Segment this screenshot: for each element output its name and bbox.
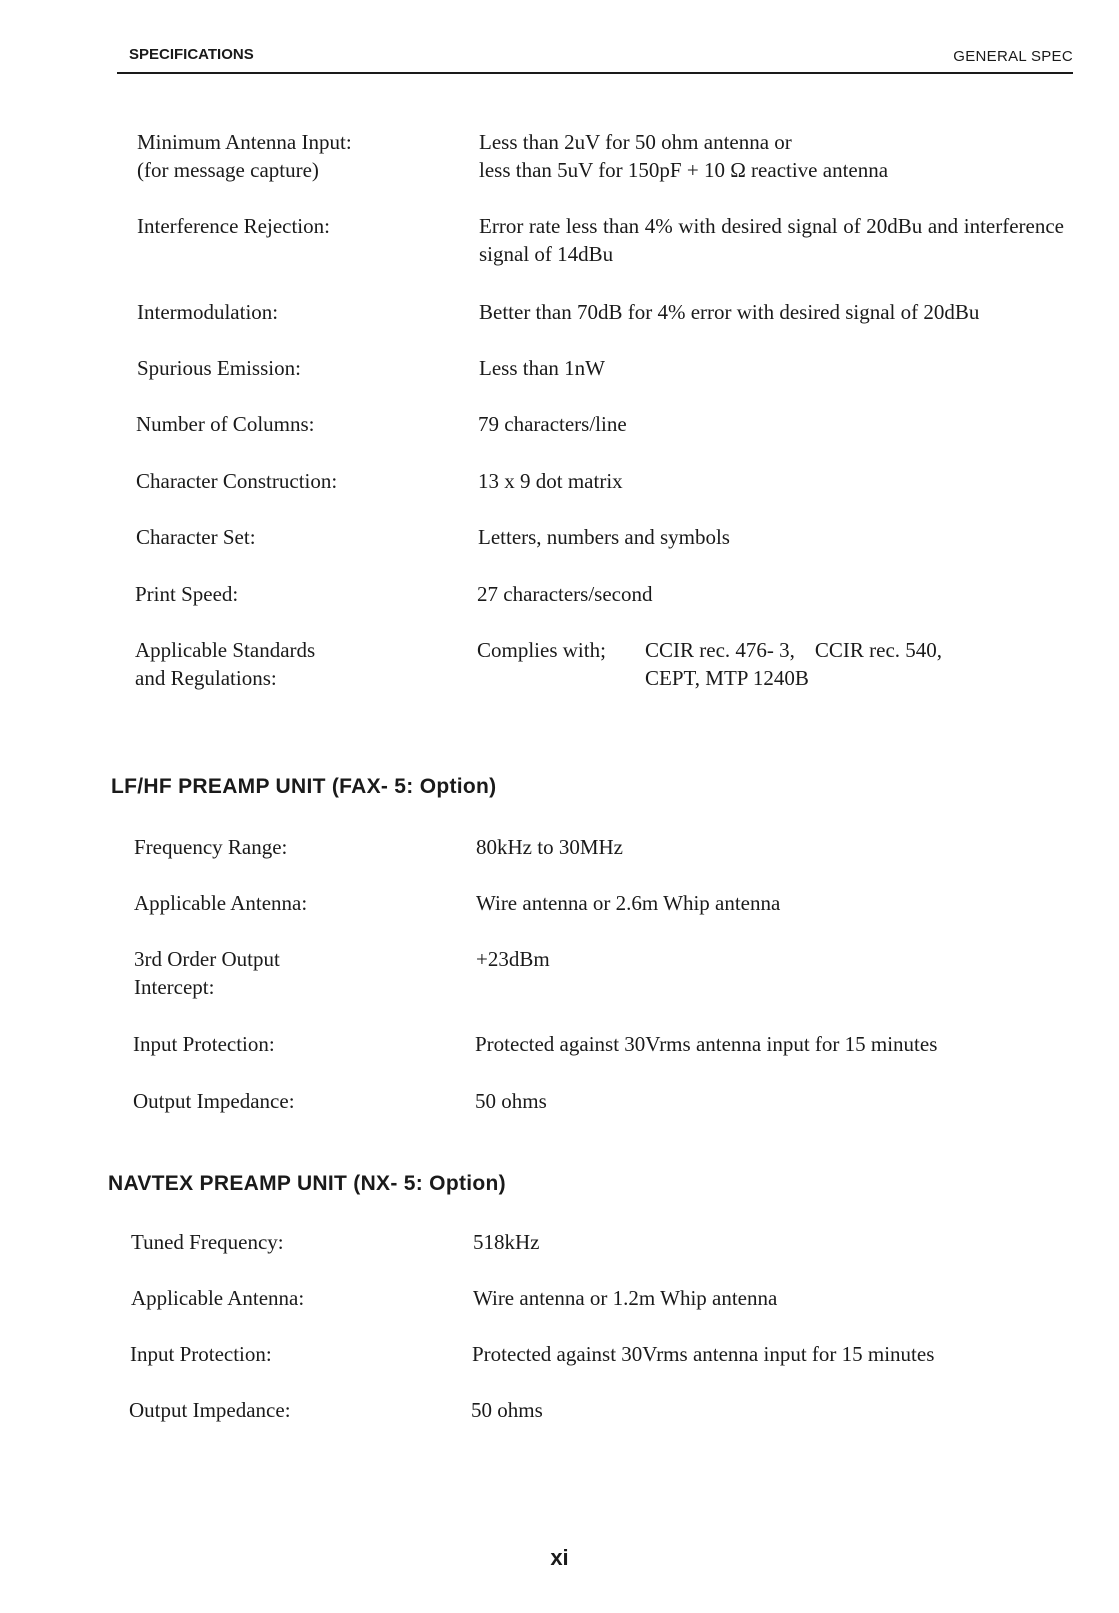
spec-value: Less than 1nW <box>479 356 605 380</box>
spec-label: Input Protection: <box>133 1032 275 1056</box>
spec-label: Character Construction: <box>136 469 338 493</box>
spec-value: 518kHz <box>473 1230 540 1254</box>
spec-value: 80kHz to 30MHz <box>476 835 623 859</box>
page-header <box>117 40 1073 74</box>
spec-label: Tuned Frequency: <box>131 1230 284 1254</box>
spec-value: Better than 70dB for 4% error with desired signal of 20dBu <box>479 300 980 324</box>
spec-value: Less than 2uV for 50 ohm antenna or less than 5uV for 150pF + 10 Ω reactive antenna <box>479 130 889 182</box>
standard-cept-mtp: CEPT, MTP 1240B <box>645 666 809 690</box>
section-title-fax-preamp: LF/HF PREAMP UNIT (FAX- 5: Option) <box>111 775 497 798</box>
spec-label: Input Protection: <box>130 1342 272 1366</box>
spec-value: Wire antenna or 1.2m Whip antenna <box>473 1286 778 1310</box>
spec-value: 13 x 9 dot matrix <box>478 469 623 493</box>
spec-value: 50 ohms <box>475 1089 547 1113</box>
spec-label: Applicable Antenna: <box>131 1286 305 1310</box>
spec-value <box>477 636 1062 692</box>
spec-label: Output Impedance: <box>129 1398 291 1422</box>
spec-label: Interference Rejection: <box>137 214 330 238</box>
spec-label: Applicable Antenna: <box>134 891 308 915</box>
spec-label: Applicable Standards and Regulations: <box>135 638 316 690</box>
complies-with-lead: Complies with; <box>477 638 606 662</box>
spec-label: Character Set: <box>136 525 256 549</box>
section-title-navtex-preamp: NAVTEX PREAMP UNIT (NX- 5: Option) <box>108 1172 506 1195</box>
spec-label: 3rd Order Output Intercept: <box>134 947 280 999</box>
spec-value: 79 characters/line <box>478 412 627 436</box>
spec-label: Number of Columns: <box>136 412 315 436</box>
spec-value: 27 characters/second <box>477 582 653 606</box>
page-number: xi <box>550 1545 569 1570</box>
spec-label: Spurious Emission: <box>137 356 301 380</box>
spec-value: +23dBm <box>476 947 550 971</box>
standard-ccir-476: CCIR rec. 476- 3, <box>645 638 795 662</box>
spec-label: Output Impedance: <box>133 1089 295 1113</box>
spec-value: Protected against 30Vrms antenna input for 15 minutes <box>472 1342 935 1366</box>
spec-value: Letters, numbers and symbols <box>478 525 730 549</box>
spec-value: 50 ohms <box>471 1398 543 1422</box>
standard-ccir-540: CCIR rec. 540, <box>814 638 943 662</box>
spec-label: Intermodulation: <box>137 300 279 324</box>
header-chapter-title: GENERAL SPEC <box>953 48 1073 65</box>
spec-label: Minimum Antenna Input: (for message capture) <box>137 130 352 182</box>
spec-label: Frequency Range: <box>134 835 288 859</box>
header-section-title: SPECIFICATIONS <box>129 46 254 63</box>
spec-value: Error rate less than 4% with desired signal of 20dBu and interference signal of 14dBu <box>479 214 1064 266</box>
spec-value: Protected against 30Vrms antenna input for 15 minutes <box>475 1032 938 1056</box>
spec-value: Wire antenna or 2.6m Whip antenna <box>476 891 781 915</box>
spec-label: Print Speed: <box>135 582 239 606</box>
